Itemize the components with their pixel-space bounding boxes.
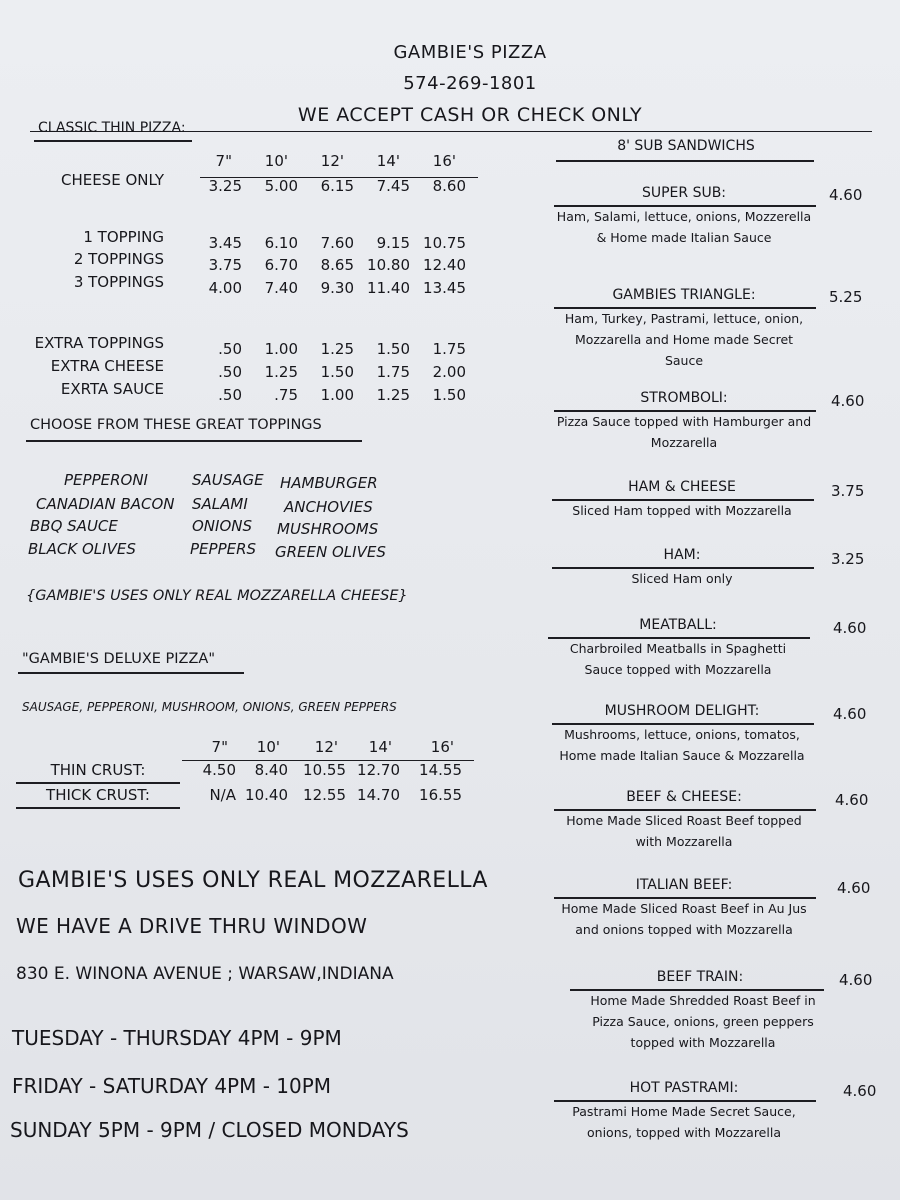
price-cell: 1.75	[432, 340, 466, 358]
toppings-title: CHOOSE FROM THESE GREAT TOPPINGS	[30, 417, 322, 433]
price-cell: 1.25	[320, 340, 354, 358]
sub-description-line: Mozzarella and Home made Secret	[574, 332, 794, 347]
sub-name: HOT PASTRAMI:	[629, 1080, 739, 1096]
sub-description-line: Home made Italian Sauce & Mozzarella	[559, 748, 805, 763]
classic-title-underline	[34, 140, 192, 142]
topping-item: SAUSAGE	[192, 471, 264, 489]
sub-price: 4.60	[839, 971, 873, 989]
sub-price: 5.25	[829, 288, 863, 306]
topping-item: CANADIAN BACON	[36, 495, 175, 513]
sub-description-line: Sauce topped with Mozzarella	[584, 662, 772, 677]
price-cell: 3.25	[208, 177, 242, 195]
price-cell: 1.50	[432, 386, 466, 404]
deluxe-price-cell: 14.70	[357, 786, 400, 804]
sub-price: 3.25	[831, 550, 865, 568]
row-label: 1 TOPPING	[83, 228, 164, 246]
deluxe-size-label: 16'	[430, 738, 454, 756]
sub-name: BEEF TRAIN:	[656, 969, 744, 985]
hours-sunday: SUNDAY 5PM - 9PM / CLOSED MONDAYS	[10, 1118, 409, 1142]
row-label: EXTRA TOPPINGS	[34, 334, 164, 352]
sub-price: 3.75	[831, 482, 865, 500]
sub-description-line: Sauce	[664, 353, 704, 368]
deluxe-price-cell: 12.70	[357, 761, 400, 779]
sub-name: MEATBALL:	[639, 617, 717, 633]
price-cell: 2.00	[432, 363, 466, 381]
price-cell: .75	[274, 386, 298, 404]
price-cell: 7.40	[264, 279, 298, 297]
sub-description-line: Home Made Sliced Roast Beef topped	[566, 813, 802, 828]
sub-description-line: and onions topped with Mozzarella	[575, 922, 793, 937]
sub-name: ITALIAN BEEF:	[635, 877, 733, 893]
sub-description-line: Mozzarella	[650, 435, 718, 450]
price-cell: 1.75	[376, 363, 410, 381]
restaurant-name: GAMBIE'S PIZZA	[393, 42, 547, 63]
size-label: 16'	[432, 152, 456, 170]
sub-name: BEEF & CHEESE:	[626, 789, 742, 805]
price-cell: 1.25	[264, 363, 298, 381]
price-cell: 9.15	[376, 234, 410, 252]
price-cell: 4.00	[208, 279, 242, 297]
thick-crust-underline	[16, 807, 180, 809]
sub-price: 4.60	[837, 879, 871, 897]
drive-thru-banner: WE HAVE A DRIVE THRU WINDOW	[16, 914, 368, 938]
size-label: 10'	[264, 152, 288, 170]
sub-description-line: Pizza Sauce topped with Hamburger and	[556, 414, 812, 429]
thin-crust-underline	[16, 782, 180, 784]
toppings-title-underline	[26, 440, 362, 442]
deluxe-price-cell: 16.55	[419, 786, 462, 804]
price-cell: 5.00	[264, 177, 298, 195]
mozzarella-note: {GAMBIE'S USES ONLY REAL MOZZARELLA CHEESE}	[26, 588, 408, 604]
sub-description-line: & Home made Italian Sauce	[596, 230, 772, 245]
deluxe-size-label: 10'	[256, 738, 280, 756]
sub-name: HAM:	[663, 547, 701, 563]
price-cell: 6.70	[264, 256, 298, 274]
sub-name: HAM & CHEESE	[628, 479, 736, 495]
row-label: CHEESE ONLY	[60, 171, 164, 189]
payment-policy: WE ACCEPT CASH OR CHECK ONLY	[297, 104, 643, 126]
row-label: EXRTA SAUCE	[60, 380, 164, 398]
classic-pizza-title: CLASSIC THIN PIZZA:	[38, 120, 186, 136]
deluxe-price-cell: 4.50	[202, 761, 236, 779]
price-cell: 1.00	[320, 386, 354, 404]
subs-title: 8' SUB SANDWICHS	[617, 138, 755, 154]
deluxe-size-label: 12'	[314, 738, 338, 756]
sub-description-line: Pastrami Home Made Secret Sauce,	[572, 1104, 796, 1119]
sub-description-line: Sliced Ham topped with Mozzarella	[572, 503, 792, 518]
crust-label: THICK CRUST:	[46, 786, 150, 804]
price-cell: 3.45	[208, 234, 242, 252]
sub-name: SUPER SUB:	[641, 185, 727, 201]
sub-price: 4.60	[833, 619, 867, 637]
size-label: 12'	[320, 152, 344, 170]
sub-description-line: Mushrooms, lettuce, onions, tomatos,	[564, 727, 800, 742]
phone-number[interactable]: 574-269-1801	[403, 73, 537, 94]
deluxe-title-underline	[18, 672, 244, 674]
sub-price: 4.60	[843, 1082, 877, 1100]
sub-description-line: Ham, Turkey, Pastrami, lettuce, onion,	[564, 311, 804, 326]
topping-item: PEPPERS	[190, 540, 257, 558]
sub-price: 4.60	[833, 705, 867, 723]
sub-name: STROMBOLI:	[640, 390, 728, 406]
price-cell: 7.60	[320, 234, 354, 252]
row-label: EXTRA CHEESE	[50, 357, 164, 375]
deluxe-price-cell: 10.40	[245, 786, 288, 804]
deluxe-ingredients: SAUSAGE, PEPPERONI, MUSHROOM, ONIONS, GREEN PEPPERS	[22, 700, 397, 714]
sub-description-line: Home Made Sliced Roast Beef in Au Jus	[561, 901, 807, 916]
price-cell: 8.60	[432, 177, 466, 195]
sub-description-line: topped with Mozzarella	[630, 1035, 776, 1050]
crust-label: THIN CRUST:	[50, 761, 146, 779]
price-cell: 1.50	[320, 363, 354, 381]
sub-price: 4.60	[835, 791, 869, 809]
topping-item: BLACK OLIVES	[28, 540, 136, 558]
price-cell: .50	[218, 386, 242, 404]
deluxe-size-label: 14'	[368, 738, 392, 756]
sub-description-line: Pizza Sauce, onions, green peppers	[592, 1014, 814, 1029]
price-cell: 11.40	[367, 279, 410, 297]
sub-description-line: onions, topped with Mozzarella	[587, 1125, 781, 1140]
topping-item: HAMBURGER	[280, 474, 378, 492]
topping-item: ANCHOVIES	[284, 498, 373, 516]
deluxe-title: "GAMBIE'S DELUXE PIZZA"	[22, 651, 215, 667]
price-cell: .50	[218, 363, 242, 381]
topping-item: BBQ SAUCE	[30, 517, 118, 535]
sub-description-line: Home Made Shredded Roast Beef in	[590, 993, 816, 1008]
hours-weekday: TUESDAY - THURSDAY 4PM - 9PM	[12, 1026, 342, 1050]
size-label: 14'	[376, 152, 400, 170]
deluxe-price-cell: 8.40	[254, 761, 288, 779]
price-cell: 8.65	[320, 256, 354, 274]
deluxe-price-cell: 14.55	[419, 761, 462, 779]
price-cell: 1.00	[264, 340, 298, 358]
price-cell: 6.10	[264, 234, 298, 252]
price-cell: 1.25	[376, 386, 410, 404]
sub-description-line: with Mozzarella	[635, 834, 733, 849]
deluxe-size-label: 7"	[211, 738, 228, 756]
price-cell: 1.50	[376, 340, 410, 358]
price-cell: 10.75	[423, 234, 466, 252]
address[interactable]: 830 E. WINONA AVENUE ; WARSAW,INDIANA	[16, 964, 394, 984]
price-cell: 13.45	[423, 279, 466, 297]
size-label: 7"	[215, 152, 232, 170]
price-cell: 6.15	[320, 177, 354, 195]
subs-title-underline	[556, 160, 814, 162]
sub-name: MUSHROOM DELIGHT:	[604, 703, 760, 719]
hours-weekend: FRIDAY - SATURDAY 4PM - 10PM	[12, 1074, 332, 1098]
sub-name: GAMBIES TRIANGLE:	[612, 287, 756, 303]
deluxe-price-cell: 10.55	[303, 761, 346, 779]
topping-item: ONIONS	[192, 517, 252, 535]
row-label: 3 TOPPINGS	[73, 273, 164, 291]
sub-description-line: Charbroiled Meatballs in Spaghetti	[569, 641, 787, 656]
deluxe-price-cell: N/A	[209, 786, 236, 804]
price-cell: 9.30	[320, 279, 354, 297]
sub-price: 4.60	[831, 392, 865, 410]
sub-description-line: Ham, Salami, lettuce, onions, Mozzerella	[556, 209, 812, 224]
mozzarella-banner: GAMBIE'S USES ONLY REAL MOZZARELLA	[18, 868, 488, 893]
price-cell: 12.40	[423, 256, 466, 274]
price-cell: 10.80	[367, 256, 410, 274]
topping-item: PEPPERONI	[64, 471, 148, 489]
price-cell: .50	[218, 340, 242, 358]
sub-description-line: Sliced Ham only	[631, 571, 733, 586]
row-label: 2 TOPPINGS	[73, 250, 164, 268]
price-cell: 3.75	[208, 256, 242, 274]
sub-price: 4.60	[829, 186, 863, 204]
topping-item: MUSHROOMS	[277, 520, 379, 538]
topping-item: SALAMI	[192, 495, 248, 513]
price-cell: 7.45	[376, 177, 410, 195]
deluxe-price-cell: 12.55	[303, 786, 346, 804]
topping-item: GREEN OLIVES	[275, 543, 386, 561]
